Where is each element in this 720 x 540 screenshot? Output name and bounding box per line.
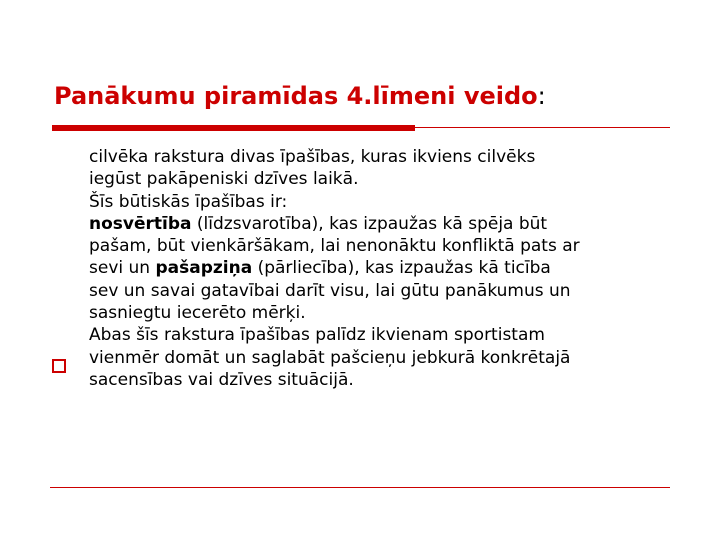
body-text: (līdzsvarotība), kas izpaužas kā spēja būt bbox=[191, 213, 548, 234]
body-line bbox=[89, 213, 689, 235]
body-line bbox=[89, 257, 689, 279]
body-line: sasniegtu iecerēto mērķi. bbox=[89, 303, 306, 324]
body-text: (pārliecība), kas izpaužas kā ticība bbox=[252, 258, 551, 279]
slide-body bbox=[89, 146, 689, 391]
body-line: Šīs būtiskās īpašības ir: bbox=[89, 191, 288, 212]
bullet-line: vienmēr domāt un saglabāt pašcieņu jebkurā konkrētajā bbox=[89, 347, 571, 368]
body-line: pašam, būt vienkāršākam, lai nenonāktu konfliktā pats ar bbox=[89, 236, 580, 257]
body-line: sev un savai gatavībai darīt visu, lai gūtu panākumus un bbox=[89, 280, 571, 301]
body-line: cilvēka rakstura divas īpašības, kuras ikviens cilvēks bbox=[89, 147, 536, 167]
bullet-line: sacensības vai dzīves situācijā. bbox=[89, 369, 354, 390]
slide-title bbox=[54, 80, 546, 112]
title-underline-thin bbox=[415, 127, 670, 128]
term-nosvertiba: nosvērtība bbox=[89, 213, 192, 234]
body-text: sevi un bbox=[89, 258, 156, 279]
slide-title-colon: : bbox=[537, 82, 546, 110]
hollow-square-bullet-icon bbox=[52, 359, 66, 373]
footer-divider bbox=[50, 487, 670, 488]
slide-title-text: Panākumu piramīdas 4.līmeni veido bbox=[54, 82, 538, 110]
bullet-line: Abas šīs rakstura īpašības palīdz ikvienam sportistam bbox=[89, 325, 545, 346]
body-line: iegūst pakāpeniski dzīves laikā. bbox=[89, 169, 359, 190]
term-pasapzina: pašapziņa bbox=[155, 258, 253, 279]
title-underline-thick bbox=[52, 125, 415, 131]
